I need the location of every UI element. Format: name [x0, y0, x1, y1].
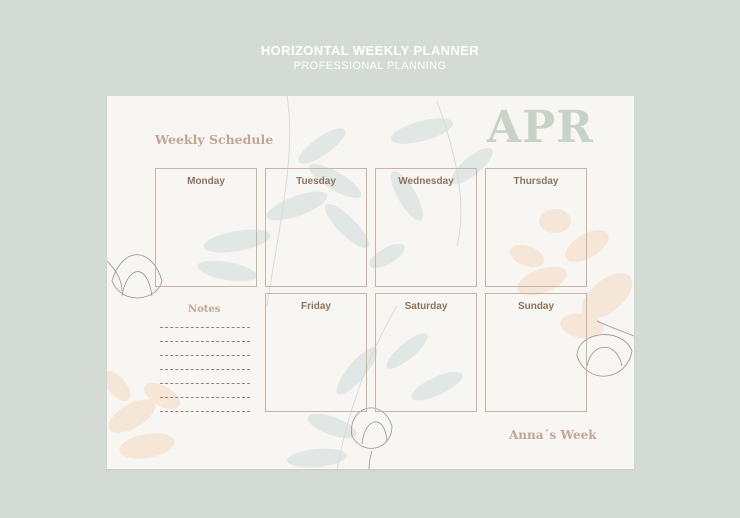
day-label-sunday: Sunday	[517, 301, 555, 312]
day-label-saturday: Saturday	[404, 301, 448, 312]
month-label: APR	[487, 102, 594, 153]
note-line[interactable]	[160, 355, 250, 356]
day-box-monday[interactable]	[155, 168, 257, 287]
day-box-thursday[interactable]	[485, 168, 587, 287]
day-label-monday: Monday	[187, 176, 225, 187]
note-line[interactable]	[160, 397, 250, 398]
day-label-thursday: Thursday	[513, 176, 559, 187]
note-line[interactable]	[160, 341, 250, 342]
day-label-tuesday: Tuesday	[296, 176, 336, 187]
header-subtitle: PROFESSIONAL PLANNING	[293, 60, 447, 72]
day-box-saturday[interactable]	[375, 293, 477, 412]
day-box-sunday[interactable]	[485, 293, 587, 412]
planner-sheet	[107, 96, 634, 469]
day-label-friday: Friday	[300, 301, 331, 312]
note-line[interactable]	[160, 327, 250, 328]
day-box-tuesday[interactable]	[265, 168, 367, 287]
signature-text: Anna´s Week	[509, 428, 597, 442]
note-line[interactable]	[160, 411, 250, 412]
day-box-friday[interactable]	[265, 293, 367, 412]
note-line[interactable]	[160, 369, 250, 370]
schedule-title: Weekly Schedule	[155, 132, 274, 147]
day-label-wednesday: Wednesday	[398, 176, 454, 187]
note-line[interactable]	[160, 383, 250, 384]
notes-title: Notes	[188, 304, 221, 315]
day-box-wednesday[interactable]	[375, 168, 477, 287]
header-title: HORIZONTAL WEEKLY PLANNER	[260, 43, 480, 58]
